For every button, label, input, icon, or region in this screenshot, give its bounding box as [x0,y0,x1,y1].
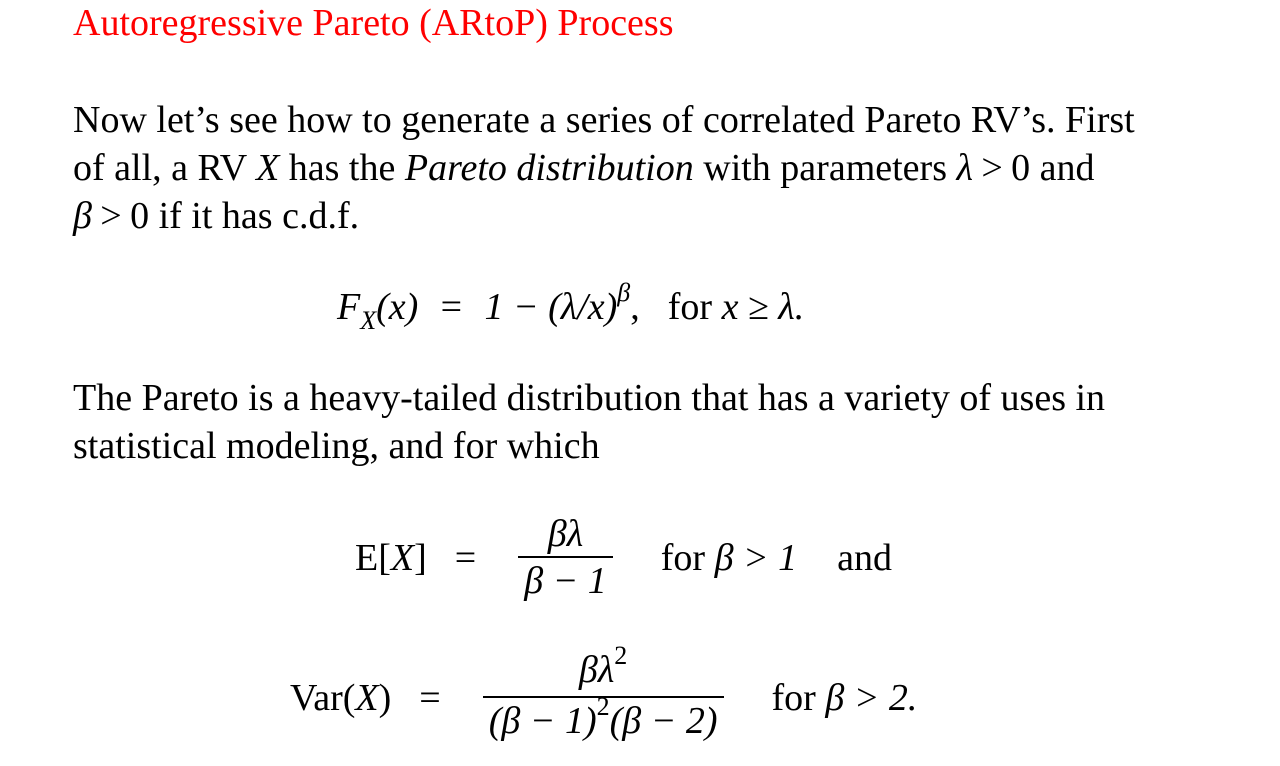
denominator-factor-1: (β − 1) [488,700,597,742]
numerator-exponent: 2 [614,641,628,670]
text-segment: if it has c.d.f. [149,195,360,237]
text-segment: and [1030,147,1095,189]
math-F: F [337,286,361,328]
intro-line-2 [73,144,1213,192]
math-zero: 0 [130,195,150,237]
text-segment: with parameters [693,147,957,189]
math-lhs-arg: (x) [376,286,419,328]
fraction-denominator: β − 1 [524,560,607,602]
paren-close: ) [378,677,392,719]
math-rhs: 1 − (λ/x) [484,286,618,328]
text-for: for [660,537,706,579]
numerator-base: βλ [578,649,615,691]
math-gt: > [981,147,1003,189]
fraction-numerator [573,641,633,696]
equals-sign: = [440,286,463,328]
emphasis-pareto-distribution: Pareto distribution [404,147,694,189]
pareto-line-2: statistical modeling, and for which [73,425,600,467]
denominator-factor-2: (β − 2) [609,700,718,742]
math-condition: β > 2. [825,677,918,719]
math-condition: x ≥ λ. [721,286,805,328]
math-condition: β > 1 [714,537,798,579]
text-segment: of all, a RV [73,147,257,189]
equation-cdf [337,278,805,335]
mean-fraction [518,512,613,604]
intro-line-3 [73,192,1213,240]
math-superscript-beta: β [617,278,631,307]
text-for: for [667,286,713,328]
math-lambda: λ [956,147,973,189]
equation-mean [355,508,892,608]
math-comma: , [630,286,640,328]
intro-line-1: Now let’s see how to generate a series of correlated Pareto RV’s. First [73,99,1135,141]
equation-variance [290,641,918,752]
equals-sign: = [454,537,477,579]
math-beta: β [73,195,92,237]
variance-fraction [483,641,724,748]
bracket-close: ] [414,537,427,579]
pareto-paragraph [73,374,1213,470]
math-zero: 0 [1011,147,1031,189]
intro-paragraph [73,96,1213,240]
variance-operator: Var( [290,677,356,719]
math-X: X [256,147,280,189]
math-gt: > [100,195,122,237]
expectation-operator: E[ [355,537,391,579]
variance-lhs [290,676,391,720]
equals-sign: = [419,677,441,719]
fraction-denominator [483,692,724,748]
text-for: for [771,677,816,719]
mean-lhs [355,536,427,580]
text-and: and [837,537,893,579]
math-subscript-X: X [360,306,377,335]
fraction-numerator: βλ [547,513,584,555]
pareto-line-1: The Pareto is a heavy-tailed distribution that has a variety of uses in [73,377,1106,419]
text-segment: has the [279,147,405,189]
math-X: X [390,537,415,579]
math-X: X [355,677,379,719]
slide-title: Autoregressive Pareto (ARtoP) Process [73,2,674,44]
denominator-exponent: 2 [596,692,610,721]
